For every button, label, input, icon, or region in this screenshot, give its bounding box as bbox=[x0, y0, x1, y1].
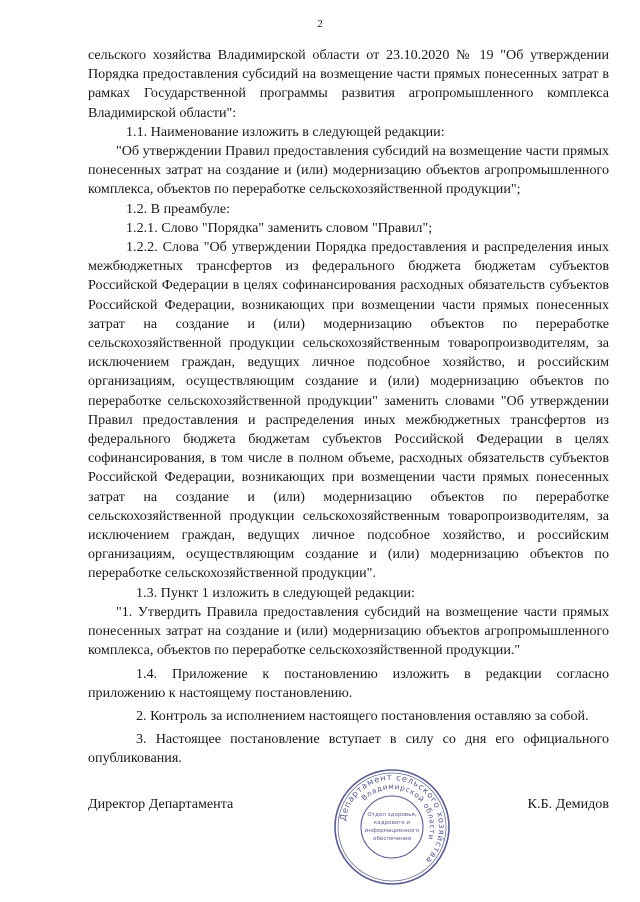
stamp-center-line: информационного bbox=[364, 828, 420, 834]
signature-title: Директор Департамента bbox=[88, 796, 234, 812]
paragraph-1-2-2: 1.2.2. Слова "Об утверждении Порядка предоставления и распределения иных межбюджетных трансфертов из федерального бюджета бюджетам субъектов Российской Федерации в целях софинансирования расходных обязательств субъектов Российской Федерации, возникающих при возмещении части прямых понесенных затрат на создание и (или) модернизацию объектов по переработке сельскохозяйственной продукции сельскохозяйственным товаропроизводителям, за исключением граждан, ведущих личное подсобное хозяйство, и российским организациям, осуществляющим создание и (или) модернизацию объектов по переработке сельскохозяйственной продукции" заменить словами "Об утверждении Правил предоставления и распределения иных межбюджетных трансфертов из федерального бюджета бюджетам субъектов Российской Федерации в целях софинансирования, в том числе в полном объеме, расходных обязательств субъектов Российской Федерации, возникающих при возмещении части прямых понесенных затрат на создание и (или) модернизацию объектов по переработке сельскохозяйственной продукции сельскохозяйственным товаропроизводителям, за исключением граждан, ведущих личное подсобное хозяйство, и российским организациям, осуществляющим создание и (или) модернизацию объектов по переработке сельскохозяйственной продукции". bbox=[88, 239, 609, 582]
paragraph-1-2: 1.2. В преамбуле: bbox=[126, 200, 231, 217]
paragraph-intro: сельского хозяйства Владимирской области от 23.10.2020 № 19 "Об утверждении Порядка предоставления субсидий на возмещение части прямых понесенных затрат в рамках Государственной программы развития агропромышленного комплекса Владимирской области": bbox=[88, 47, 609, 121]
official-stamp-icon bbox=[331, 766, 453, 888]
stamp-inner-text: Владимирской области bbox=[359, 781, 438, 842]
stamp-center-line: Отдел здоровья, bbox=[367, 812, 417, 818]
page-number: 2 bbox=[317, 18, 323, 30]
paragraph-1-3-quote: "1. Утвердить Правила предоставления субсидий на возмещение части прямых понесенных затрат на создание и (или) модернизацию объектов агропромышленного комплекса, объектов по переработке сельскохозяйственной продукции." bbox=[88, 603, 609, 659]
paragraph-1-3: 1.3. Пункт 1 изложить в следующей редакции: bbox=[136, 584, 415, 601]
paragraph-1-2-1: 1.2.1. Слово "Порядка" заменить словом "Правил"; bbox=[126, 219, 433, 236]
stamp-center-line: кадрового и bbox=[373, 820, 411, 826]
document-body bbox=[88, 46, 609, 769]
paragraph-3: 3. Настоящее постановление вступает в силу со дня его официального опубликования. bbox=[88, 731, 609, 767]
paragraph-1-1-quote: "Об утверждении Правил предоставления субсидий на возмещение части прямых понесенных затрат на создание и (или) модернизацию объектов агропромышленного комплекса, объектов по переработке сельскохозяйственной продукции"; bbox=[88, 143, 609, 198]
paragraph-1-4: 1.4. Приложение к постановлению изложить в редакции согласно приложению к настоящему постановлению. bbox=[88, 665, 609, 701]
paragraph-2: 2. Контроль за исполнением настоящего постановления оставляю за собой. bbox=[136, 707, 589, 724]
stamp-center-line: обеспечения bbox=[373, 836, 411, 842]
paragraph-1-1: 1.1. Наименование изложить в следующей редакции: bbox=[126, 123, 445, 140]
stamp-outer-text: Департамент сельского хозяйства bbox=[337, 771, 448, 866]
signature-name: К.Б. Демидов bbox=[527, 796, 609, 812]
